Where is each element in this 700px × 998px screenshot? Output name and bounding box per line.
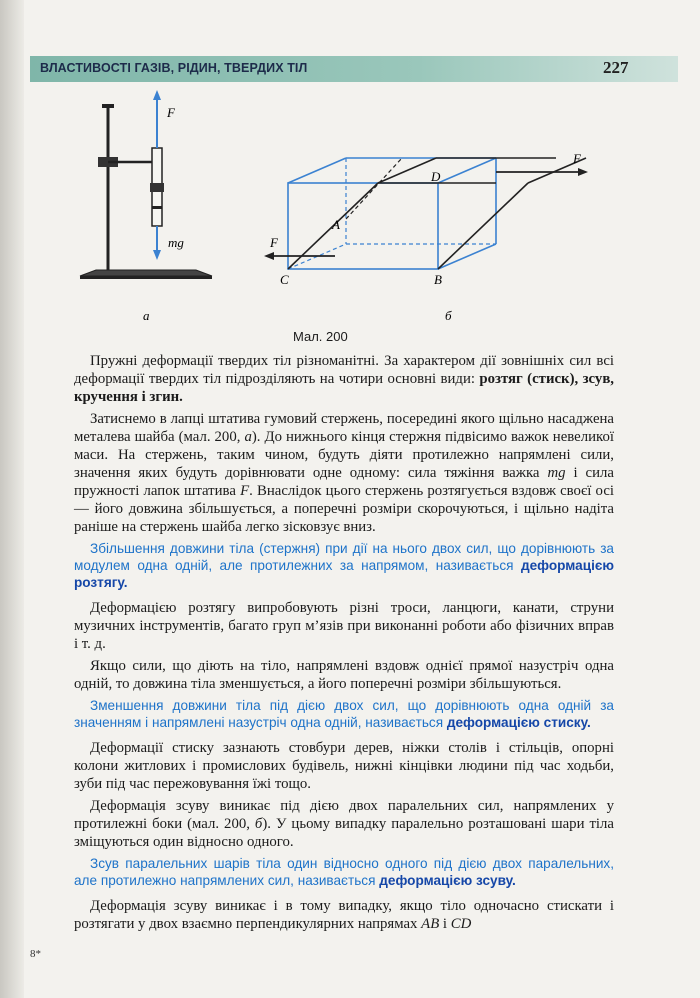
definition-shear: Зсув паралельних шарів тіла один відносно одного під дією двох паралельних, але протилежно напрямлених сил, називається деформацією зсуву. xyxy=(74,856,614,888)
force-label-b-left: F xyxy=(270,235,278,250)
paragraph-compression-examples: Деформації стиску зазнають стовбури дерев, ніжки столів і стільців, опорні колони житлових і промислових будівель, нижні кінцівки людини під час ходьби, зуби під час пережовування їжі тощо. xyxy=(74,740,614,792)
point-label-c: C xyxy=(280,272,289,287)
paragraph-shear-continued: Деформація зсуву виникає і в тому випадку, якщо тіло одночасно стискати і розтягати у двох взаємно перпендикулярних напрямах AB і CD xyxy=(74,898,614,932)
figure-200 xyxy=(0,0,700,330)
paragraph-tension-examples: Деформацією розтягу випробовують різні троси, ланцюги, канати, струни музичних інструментів, багато груп м’язів при виконанні роботи або фізичних вправ і т. д. xyxy=(74,600,614,652)
chapter-title: ВЛАСТИВОСТІ ГАЗІВ, РІДИН, ТВЕРДИХ ТІЛ xyxy=(40,61,308,75)
figure-caption: Мал. 200 xyxy=(293,329,348,344)
point-label-b: B xyxy=(434,272,442,287)
paragraph-deformation-types: Пружні деформації твердих тіл різноманітні. За характером дії зовнішніх сил всі деформації твердих тіл підрозділяють на чотири основні види: розтяг (стиск), зсув, кручення і згин. xyxy=(74,353,615,405)
shear-illustration xyxy=(264,158,588,269)
subfigure-label-a: а xyxy=(143,308,150,323)
stand-illustration xyxy=(80,90,212,279)
paragraph-shear-intro: Деформація зсуву виникає під дією двох паралельних сил, напрямлених у протилежні боки (мал. 200, б). У цьому випадку паралельно розташовані шари тіла зміщуються один відносно одного. xyxy=(74,798,614,850)
subfigure-label-b: б xyxy=(445,308,452,323)
weight-label: mg xyxy=(168,235,184,250)
force-label-b-right: F xyxy=(573,151,581,166)
definition-compression: Зменшення довжини тіла під дією двох сил, що дорівнюють одна одній за значенням і напрямлені назустріч одна одній, називається деформацією стиску. xyxy=(74,698,614,730)
paragraph-experiment: Затиснемо в лапці штатива гумовий стержень, посередині якого щільно насаджена металева шайба (мал. 200, а). До нижнього кінця стержня підвісимо важок невеликої маси. На стержень, таким чином, будуть діяти протилежно напрямлені сили, значення яких будуть дорівнювати одне одному: сила тяжіння важка mg і сила пружності лапок штатива F. Внаслідок цього стержень розтягується вздовж своєї осі — його довжина збільшується, а поперечні розміри скорочуються, і щільно надіта раніше на стержень шайба легко зісковзує вниз. xyxy=(74,411,615,535)
force-label-a: F xyxy=(167,105,175,120)
definition-tension: Збільшення довжини тіла (стержня) при дії на нього двох сил, що дорівнюють за модулем одна одній, але протилежних за напрямом, називається деформацією розтягу. xyxy=(74,541,614,590)
point-label-a: A xyxy=(332,217,340,232)
point-label-d: D xyxy=(431,169,441,184)
paragraph-compression-intro: Якщо сили, що діють на тіло, напрямлені вздовж однієї прямої назустріч одна одній, то довжина тіла зменшується, а його поперечні розміри збільшуються. xyxy=(74,658,614,692)
signature-mark: 8* xyxy=(30,948,41,960)
page-number: 227 xyxy=(603,58,629,77)
text-body xyxy=(74,352,614,937)
